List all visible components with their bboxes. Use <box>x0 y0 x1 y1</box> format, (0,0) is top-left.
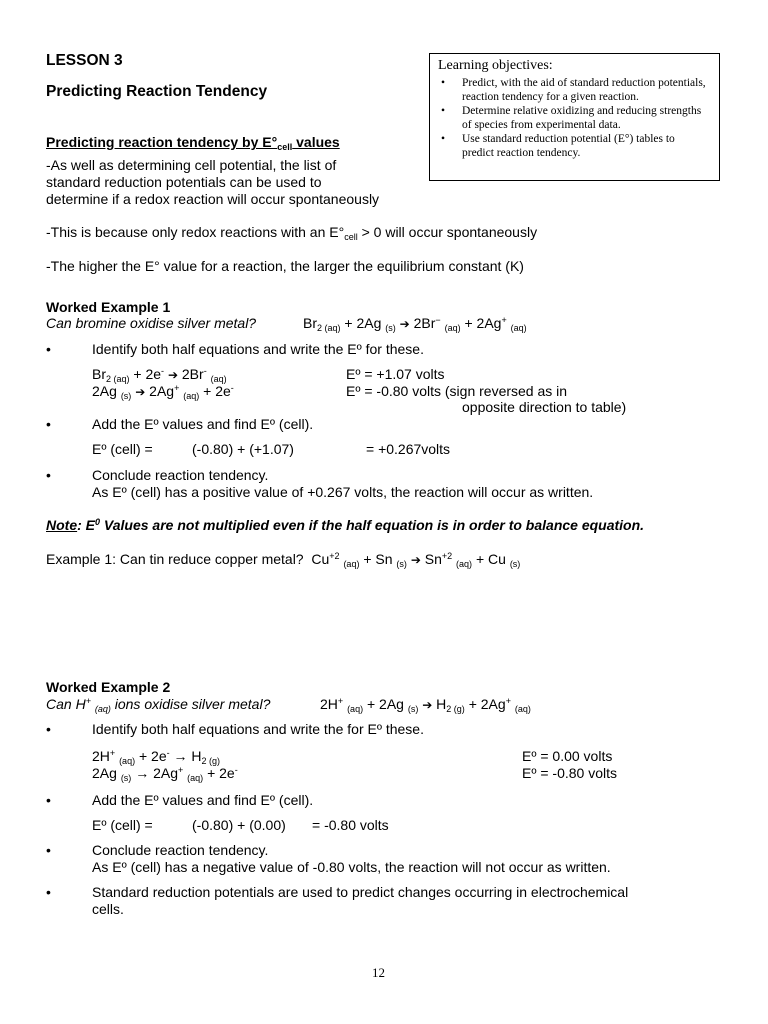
half-equation-1-potential: Eº = 0.00 volts <box>522 748 613 764</box>
cell-potential-expression: (-0.80) + (0.00) <box>192 817 286 833</box>
example1-step2: Add the Eº values and find Eº (cell). <box>92 416 314 432</box>
page-title: Predicting Reaction Tendency <box>46 83 268 100</box>
example2-step4: Standard reduction potentials are used to predict changes occurring in electrochemical <box>92 884 629 900</box>
example1-conclusion: As Eº (cell) has a positive value of +0.267 volts, the reaction will occur as written. <box>92 484 594 500</box>
arrow-icon: ➔ <box>167 368 178 382</box>
example2-step2: Add the Eº values and find Eº (cell). <box>92 792 314 808</box>
half-equation-1-potential: Eº = +1.07 volts <box>346 366 445 382</box>
arrow-icon: ➔ <box>422 698 433 712</box>
cell-potential-label: Eº (cell) = <box>92 817 153 833</box>
example2-equation: 2H+ $_{(aq)}$ + 2Ag $_{(s)}$ ➔ $H_{2 (g)} + 2Ag^+$ $_{(aq)}$ <box>320 696 531 714</box>
objective-item: • Determine relative oxidizing and reducing strengths of species from experimental data. <box>441 105 702 131</box>
bullet-icon: • <box>46 842 51 858</box>
half-equation-1: 2H+ $_{(aq)} + 2e^- \to H_{2 (g)}$ <box>92 748 221 766</box>
note: Note: $E^0$ Values are not multiplied even if the half equation is in order to balance equation. <box>46 517 645 533</box>
example2-question: Can H+ $_{(aq)}$ ions oxidise silver metal? <box>46 696 271 714</box>
cell-potential-label: Eº (cell) = <box>92 441 153 457</box>
example2-step3: Conclude reaction tendency. <box>92 842 269 858</box>
bullet-icon: • <box>46 416 51 432</box>
half-equation-1: $Br_{2 (aq)} + 2e^-$ ➔ 2Br- $_{(aq)}$ <box>92 366 227 384</box>
paragraph-line: determine if a redox reaction will occur spontaneously <box>46 191 380 207</box>
arrow-icon: ➔ <box>399 317 410 331</box>
example2-step4-cont: cells. <box>92 901 124 917</box>
lesson-label: LESSON 3 <box>46 52 123 69</box>
example1-equation: $Br_{2 (aq)} + 2Ag$ $_{(s)}$ ➔ 2Br− $_{(aq)}$ + 2Ag+ $_{(aq)}$ <box>303 315 527 333</box>
example1-heading: Worked Example 1 <box>46 299 171 315</box>
bullet-icon: • <box>46 341 51 357</box>
half-equation-2: 2Ag $_{(s)}$ → 2Ag+ $_{(aq)}$ + 2e- <box>92 765 238 783</box>
half-equation-2-note: opposite direction to table) <box>462 399 627 415</box>
cell-potential-result: = +0.267volts <box>366 441 451 457</box>
example2-heading: Worked Example 2 <box>46 679 171 695</box>
section-heading: Predicting reaction tendency by $E^\circ_{cell}$ values <box>46 134 340 152</box>
bullet-icon: • <box>46 721 51 737</box>
bullet-icon: • <box>441 77 446 89</box>
example1-question: Can bromine oxidise silver metal? <box>46 315 257 331</box>
arrow-icon: ➔ <box>410 553 421 567</box>
bullet-icon: • <box>441 133 446 145</box>
paragraph-line: standard reduction potentials can be used to <box>46 174 322 190</box>
bullet-icon: • <box>46 467 51 483</box>
objective-item: • Use standard reduction potential (E°) tables to predict reaction tendency. <box>441 133 675 159</box>
learning-objectives-box <box>429 53 720 181</box>
example1-step1: Identify both half equations and write the Eº for these. <box>92 341 424 357</box>
objectives-heading: Learning objectives: <box>438 58 553 73</box>
bullet-icon: • <box>46 792 51 808</box>
objectives-list <box>438 76 709 160</box>
cell-potential-result: = -0.80 volts <box>312 817 389 833</box>
exercise-question: Example 1: Can tin reduce copper metal? $Cu^{+2}$ $_{(aq)}$ + Sn $_{(s)}$ ➔ $Sn^{+2}$ $_{(aq)}$ + Cu $_{(s)}$ <box>46 551 521 569</box>
bullet-icon: • <box>441 105 446 117</box>
half-equation-2-potential: Eº = -0.80 volts (sign reversed as in <box>346 383 568 399</box>
page-number: 12 <box>372 965 385 980</box>
cell-potential-expression: (-0.80) + (+1.07) <box>192 441 294 457</box>
objective-item: • Predict, with the aid of standard reduction potentials, reaction tendency for a given reaction. <box>441 77 706 103</box>
spontaneity-statement: -This is because only redox reactions with an $E^\circ_{cell} > 0$ will occur spontaneously <box>46 224 538 242</box>
equilibrium-statement: -The higher the E° value for a reaction, the larger the equilibrium constant (K) <box>46 258 524 274</box>
paragraph-line: -As well as determining cell potential, the list of <box>46 157 337 173</box>
half-equation-2: 2Ag $_{(s)}$ ➔ 2Ag+ $_{(aq)}$ + 2e- <box>92 383 234 401</box>
example2-conclusion: As Eº (cell) has a negative value of -0.80 volts, the reaction will not occur as written. <box>92 859 611 875</box>
example2-step1: Identify both half equations and write the for Eº these. <box>92 721 424 737</box>
half-equation-2-potential: Eº = -0.80 volts <box>522 765 617 781</box>
example1-step3: Conclude reaction tendency. <box>92 467 269 483</box>
arrow-icon: ➔ <box>135 385 146 399</box>
bullet-icon: • <box>46 884 51 900</box>
